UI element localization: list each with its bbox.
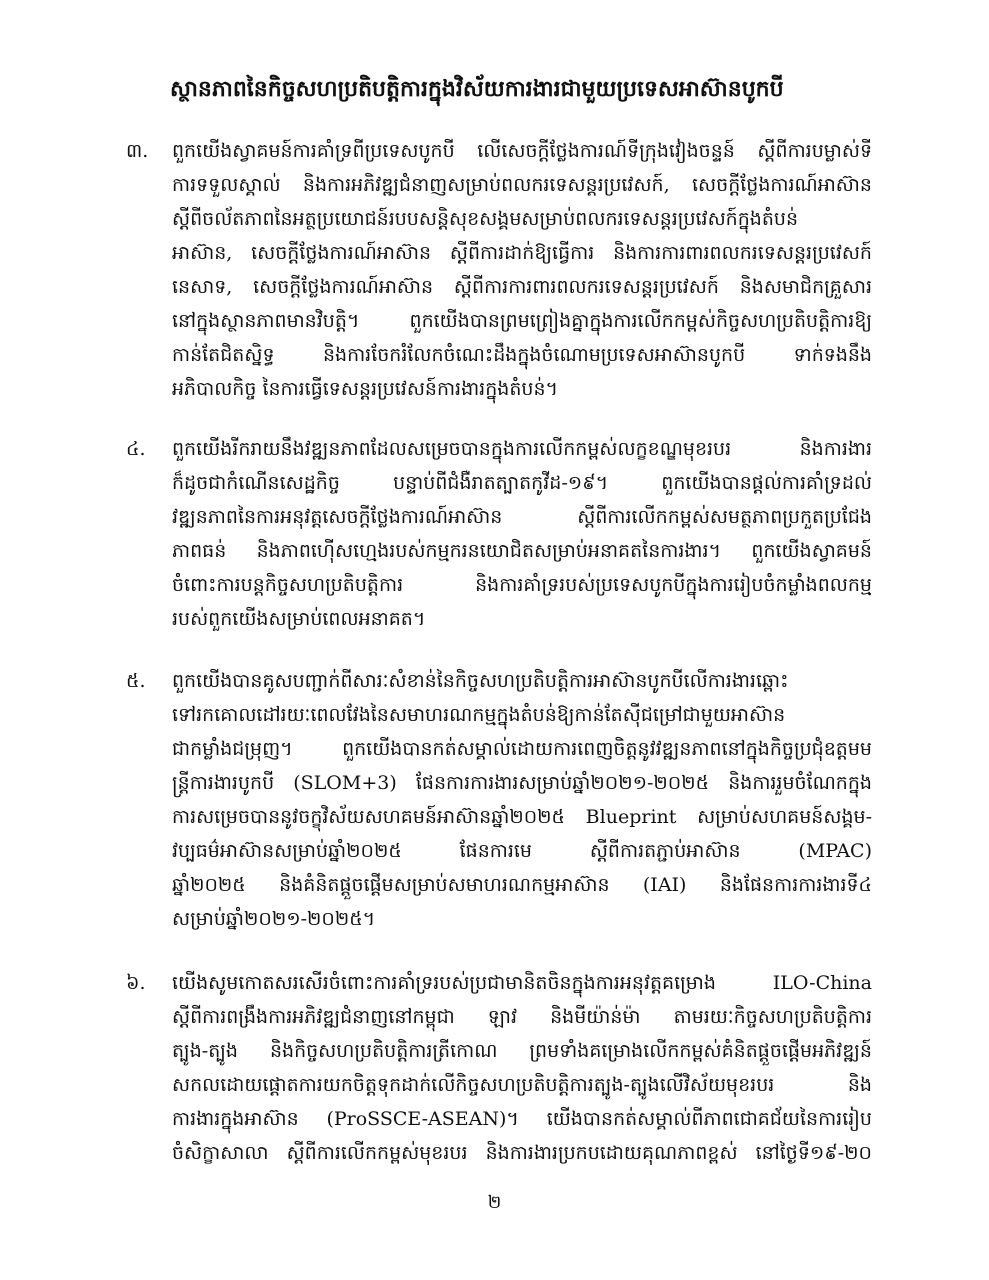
- paragraph-line: កាន់តែជិតស្និទ្ធ និងការចែករំលែកចំណេះដឹងក្នុងចំណោមប្រទេសអាស៊ានបូកបី ទាក់ទងនឹង: [172, 344, 872, 366]
- paragraph-line: ន្ត្រីការងារបូកបី (SLOM+3) ផែនការការងារសម្រាប់ឆ្នាំ២០២១-២០២៥ និងការរួមចំណែកក្នុង: [172, 772, 872, 794]
- paragraph-line: ឆ្នាំ២០២៥ និងគំនិតផ្ដួចផ្ដើមសម្រាប់សមាហរណកម្មអាស៊ាន (IAI) និងផែនការការងារទី៤: [172, 874, 872, 896]
- paragraph-line: ពួកយើងបានគូសបញ្ជាក់ពីសារៈសំខាន់នៃកិច្ចសហប្រតិបត្តិការអាស៊ានបូកបីលើការងារឆ្ពោះ: [172, 670, 789, 692]
- paragraph-line: សម្រាប់ឆ្នាំ២០២១-២០២៥។: [172, 908, 376, 930]
- paragraph-line: ក៏ដូចជាកំណើនសេដ្ឋកិច្ច បន្ទាប់ពីជំងឺរាតត្បាតកូវីដ-១៩។ ពួកយើងបានផ្ដល់ការគាំទ្រដល់: [172, 472, 872, 494]
- paragraph-line: យើងសូមកោតសរសើរចំពោះការគាំទ្ររបស់ប្រជាមានិតចិនក្នុងការអនុវត្តគម្រោង ILO-China: [172, 972, 872, 994]
- paragraph-body: [172, 966, 872, 1170]
- paragraph-line: វឌ្ឍនភាពនៃការអនុវត្តសេចក្ដីថ្លែងការណ៍អាស៊ាន ស្ដីពីការលើកកម្ពស់សមត្ថភាពប្រកួតប្រជែង: [172, 506, 872, 528]
- paragraph-line: ពួកយើងស្វាគមន៍ការគាំទ្រពីប្រទេសបូកបី លើសេចក្ដីថ្លែងការណ៍ទីក្រុងវៀងចន្ទន៍ ស្ដីពីការបម្លាស់ទី: [172, 140, 872, 162]
- document-title: ស្ថានភាពនៃកិច្ចសហប្រតិបត្តិការក្នុងវិស័យការងារជាមួយប្រទេសអាស៊ានបូកបី: [170, 77, 784, 102]
- paragraph-line: អភិបាលកិច្ច នៃការធ្វើទេសន្តរប្រវេសន៍ការងារក្នុងតំបន់។: [172, 378, 559, 400]
- paragraph-line: ការទទួលស្គាល់ និងការអភិវឌ្ឍជំនាញសម្រាប់ពលករទេសន្តរប្រវេសក៍, សេចក្ដីថ្លែងការណ៍អាស៊ាន: [172, 174, 872, 196]
- paragraph-number: ៥.: [126, 670, 146, 692]
- paragraph-line: ស្ដីពីការពង្រឹងការអភិវឌ្ឍជំនាញនៅកម្ពុជា ឡាវ និងមីយ៉ាន់ម៉ា តាមរយៈកិច្ចសហប្រតិបត្តិការ: [172, 1006, 872, 1028]
- paragraph-line: នៅក្នុងស្ថានភាពមានវិបត្តិ។ ពួកយើងបានព្រមព្រៀងគ្នាក្នុងការលើកកម្ពស់កិច្ចសហប្រតិបត្តិការឱ្យ: [172, 310, 872, 332]
- paragraph-body: [172, 432, 872, 636]
- paragraph-line: ចំពោះការបន្តកិច្ចសហប្រតិបត្តិការ និងការគាំទ្ររបស់ប្រទេសបូកបីក្នុងការរៀបចំកម្លាំងពលកម្ម: [172, 574, 872, 596]
- paragraph-line: អាស៊ាន, សេចក្ដីថ្លែងការណ៍អាស៊ាន ស្ដីពីការដាក់ឱ្យធ្វើការ និងការការពារពលករទេសន្តរប្រវេសក៍: [172, 242, 872, 264]
- paragraph-line: ស្ដីពីចល័តភាពនៃអត្ថប្រយោជន៍របបសន្តិសុខសង្គមសម្រាប់ពលករទេសន្តរប្រវេសក៍ក្នុងតំបន់: [172, 208, 799, 230]
- paragraph-line: របស់ពួកយើងសម្រាប់ពេលអនាគត។: [172, 608, 426, 630]
- page-number: ២: [487, 1192, 502, 1213]
- paragraph-body: [172, 134, 872, 406]
- paragraph-line: សកលដោយផ្ដោតការយកចិត្តទុកដាក់លើកិច្ចសហប្រតិបត្តិការត្បូង-ត្បូងលើវិស័យមុខរបរ និង: [172, 1074, 872, 1096]
- paragraph-line: ភាពធន់ និងភាពហ៊ើសហ្មេងរបស់កម្មករនយោជិតសម្រាប់អនាគតនៃការងារ។ ពួកយើងស្វាគមន៍: [172, 540, 872, 562]
- paragraph-body: [172, 664, 872, 936]
- paragraph-number: ៤.: [126, 438, 146, 460]
- paragraph-line: ទៅរកគោលដៅរយៈពេលវែងនៃសមាហរណកម្មក្នុងតំបន់ឱ្យកាន់តែស៊ីជម្រៅជាមួយអាស៊ាន: [172, 704, 786, 726]
- paragraph-line: ការងារក្នុងអាស៊ាន (ProSSCE-ASEAN)។ យើងបានកត់សម្គាល់ពីភាពជោគជ័យនៃការរៀប: [172, 1108, 872, 1130]
- paragraph-line: ត្បូង-ត្បូង និងកិច្ចសហប្រតិបត្តិការត្រីកោណ ព្រមទាំងគម្រោងលើកកម្ពស់គំនិតផ្ដួចផ្ដើមអភិវឌ្ឍន៍: [172, 1040, 872, 1062]
- paragraph-line: ការសម្រេចបាននូវចក្ខុវិស័យសហគមន៍អាស៊ានឆ្នាំ២០២៥ Blueprint សម្រាប់សហគមន៍សង្គម-: [172, 806, 872, 828]
- paragraph-line: ជាកម្លាំងជម្រុញ។ ពួកយើងបានកត់សម្គាល់ដោយការពេញចិត្តនូវវឌ្ឍនភាពនៅក្នុងកិច្ចប្រជុំឧត្តមម: [172, 738, 872, 760]
- paragraph-line: ពួកយើងរីករាយនឹងវឌ្ឍនភាពដែលសម្រេចបានក្នុងការលើកកម្ពស់លក្ខខណ្ឌមុខរបរ និងការងារ: [172, 438, 872, 460]
- paragraph-line: នេសាទ, សេចក្ដីថ្លែងការណ៍អាស៊ាន ស្ដីពីការការពារពលករទេសន្តរប្រវេសក៍ និងសមាជិកគ្រួសារ: [172, 276, 872, 298]
- paragraph-line: វប្បធម៌អាស៊ានសម្រាប់ឆ្នាំ២០២៥ ផែនការមេ ស្ដីពីការតភ្ជាប់អាស៊ាន (MPAC): [172, 840, 872, 862]
- paragraph-number: ៦.: [126, 972, 146, 994]
- paragraph-number: ៣.: [126, 140, 149, 162]
- paragraph-line: ចំសិក្ខាសាលា ស្ដីពីការលើកកម្ពស់មុខរបរ និងការងារប្រកបដោយគុណភាពខ្ពស់ នៅថ្ងៃទី១៩-២០: [172, 1142, 872, 1164]
